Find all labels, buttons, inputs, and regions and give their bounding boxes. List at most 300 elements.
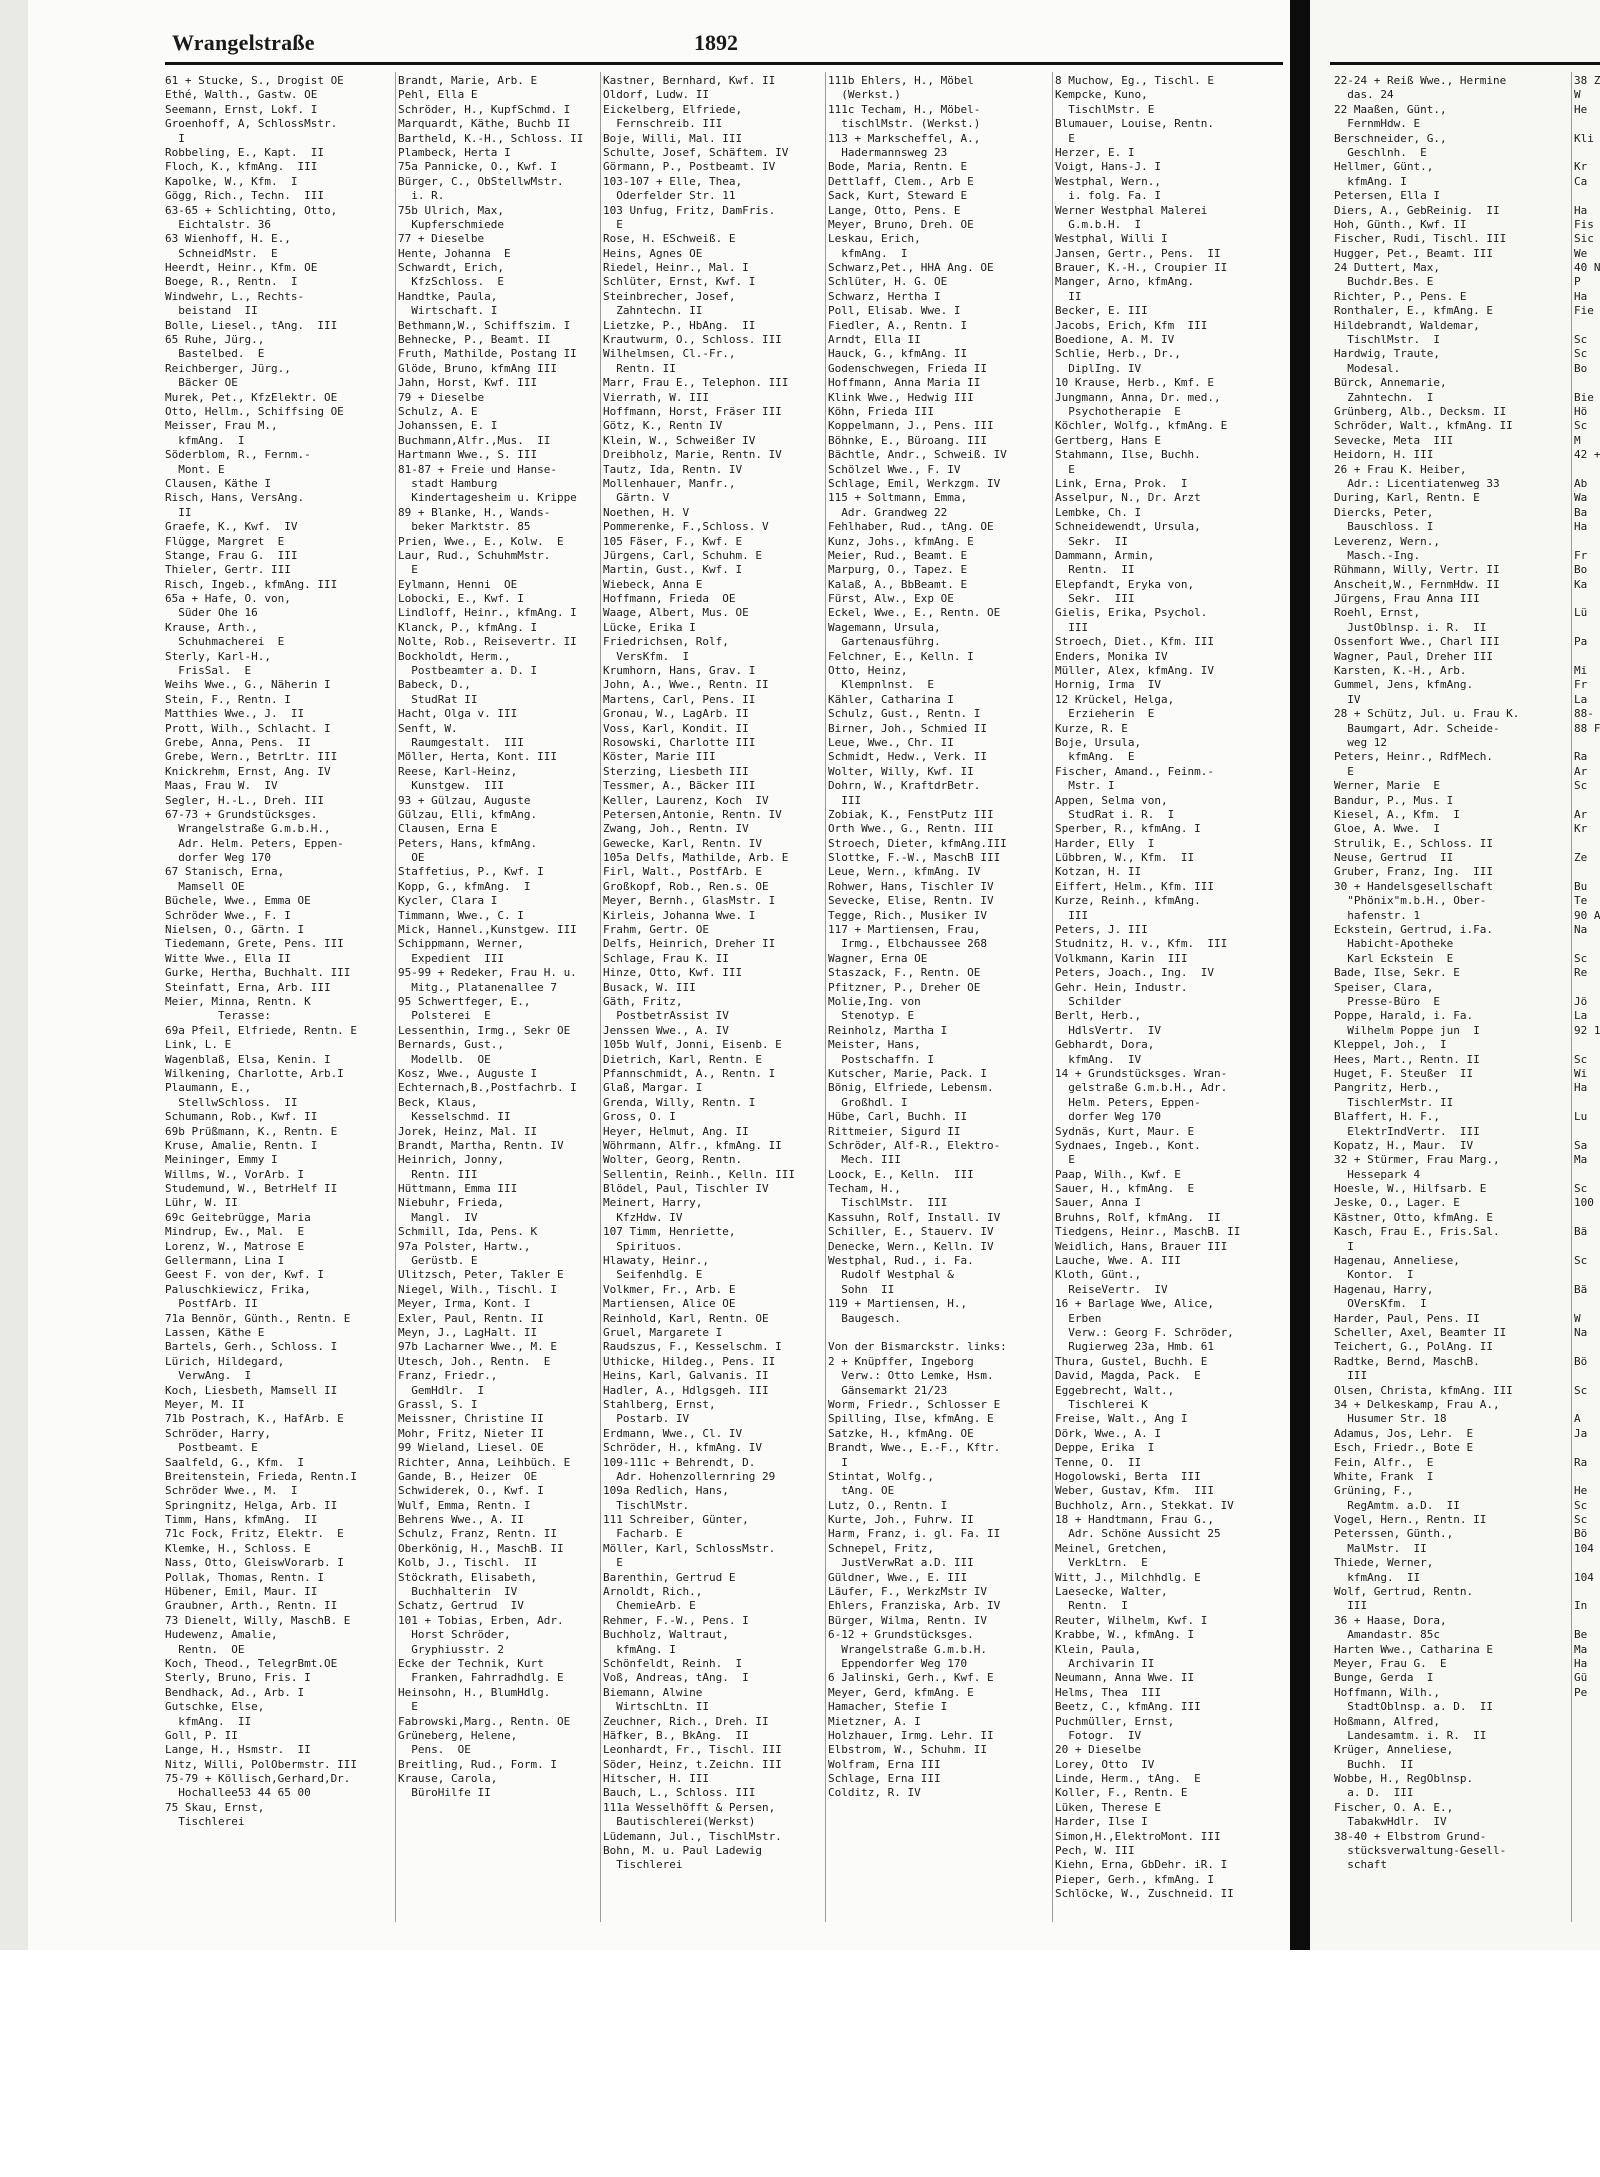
directory-entry-line: Irmg., Elbchaussee 268 <box>828 937 987 951</box>
directory-entry-line: Delfs, Heinrich, Dreher II <box>603 937 776 951</box>
directory-entry-line: Meyer, Gerd, kfmAng. E <box>828 1685 974 1699</box>
directory-entry-line: Hessepark 4 <box>1334 1167 1421 1181</box>
directory-entry-line: Sauer, H., kfmAng. E <box>1055 1182 1195 1196</box>
directory-entry-line: Schröder Wwe., F. I <box>165 908 291 922</box>
directory-entry-line: Mangl. IV <box>398 1210 478 1224</box>
directory-entry-line: Risch, Hans, VersAng. <box>165 491 305 505</box>
directory-entry-line: Adr. Schöne Aussicht 25 <box>1055 1527 1221 1541</box>
directory-entry-line: Studemund, W., BetrHelf II <box>165 1182 338 1196</box>
directory-entry-line: Neuse, Gertrud II <box>1334 851 1454 865</box>
directory-entry-line: Fein, Alfr., E <box>1334 1455 1434 1469</box>
directory-entry-line: Satzke, H., kfmAng. OE <box>828 1426 974 1440</box>
directory-entry-line: Worm, Friedr., Schlosser E <box>828 1397 1001 1411</box>
directory-entry-line <box>1574 1038 1600 1052</box>
directory-entry-line: Pommerenke, F.,Schloss. V <box>603 520 769 534</box>
directory-entry-line: Ha <box>1574 289 1588 303</box>
directory-entry-line: Expedient III <box>398 951 504 965</box>
directory-entry-line: Lorey, Otto IV <box>1055 1757 1155 1771</box>
directory-entry-line: Lutz, O., Rentn. I <box>828 1498 948 1512</box>
directory-entry-line: Fernschreib. III <box>603 117 723 131</box>
directory-entry-line: Knickrehm, Ernst, Ang. IV <box>165 764 331 778</box>
directory-entry-line: Rosowski, Charlotte III <box>603 735 756 749</box>
directory-entry-line: Steinbrecher, Josef, <box>603 289 736 303</box>
directory-entry-line: Poll, Elisab. Wwe. I <box>828 304 961 318</box>
directory-entry-line: Kassuhn, Rolf, Install. IV <box>828 1210 1001 1224</box>
directory-entry-line: Hoffmann, Frieda OE <box>603 592 736 606</box>
directory-entry-line: Meier, Rud., Beamt. E <box>828 548 968 562</box>
directory-column-3 <box>603 74 823 1914</box>
directory-entry-line: Sa <box>1574 1138 1588 1152</box>
directory-entry-line <box>1574 865 1600 879</box>
directory-entry-line: 18 + Handtmann, Frau G., <box>1055 1513 1214 1527</box>
directory-entry-line: Lassen, Käthe E <box>165 1325 265 1339</box>
directory-entry-line: Berlt, Herb., <box>1055 1009 1142 1023</box>
directory-entry-line: Läufer, F., WerkzMstr IV <box>828 1585 987 1599</box>
directory-entry-line: Kosz, Wwe., Auguste I <box>398 1066 538 1080</box>
directory-entry-line: Otto, Hellm., Schiffsing OE <box>165 404 344 418</box>
directory-entry-line: JustVerwRat a.D. III <box>828 1556 974 1570</box>
column-divider <box>1052 72 1053 1922</box>
directory-entry-line: TischlMstr. E <box>1055 102 1155 116</box>
directory-entry-line: Schwarz,Pet., HHA Ang. OE <box>828 261 994 275</box>
directory-entry-line: Boje, Ursula, <box>1055 735 1142 749</box>
directory-entry-line: Harder, Ilse I <box>1055 1815 1148 1829</box>
directory-entry-line: Kirleis, Johanna Wwe. I <box>603 908 756 922</box>
directory-entry-line <box>1574 1470 1600 1484</box>
directory-entry-line: Rugierweg 23a, Hmb. 61 <box>1055 1340 1214 1354</box>
directory-entry-line: Ha <box>1574 203 1588 217</box>
directory-entry-line <box>1574 189 1600 203</box>
directory-entry-line: Bürger, C., ObStellwMstr. <box>398 174 564 188</box>
directory-entry-line: Hardwig, Traute, <box>1334 347 1440 361</box>
directory-entry-line: Ronthaler, E., kfmAng. E <box>1334 304 1493 318</box>
directory-entry-line: Amandastr. 85c <box>1334 1628 1440 1642</box>
directory-entry-line: 26 + Frau K. Heiber, <box>1334 462 1467 476</box>
directory-entry-line <box>1574 1441 1600 1455</box>
directory-entry-line: Sic <box>1574 232 1594 246</box>
directory-entry-line: Matthies Wwe., J. II <box>165 707 305 721</box>
directory-entry-line: Schlüter, H. G. OE <box>828 275 948 289</box>
directory-entry-line: Enders, Monika IV <box>1055 649 1168 663</box>
directory-entry-line: Arnoldt, Rich., <box>603 1585 703 1599</box>
directory-entry-line: Eickelberg, Elfriede, <box>603 102 743 116</box>
directory-entry-line: Behrens Wwe., A. II <box>398 1513 524 1527</box>
directory-entry-line: E <box>603 1556 623 1570</box>
directory-entry-line: Reinholz, Martha I <box>828 1023 948 1037</box>
directory-entry-line: II <box>165 505 192 519</box>
directory-entry-line: Krautwurm, O., Schloss. III <box>603 333 782 347</box>
directory-entry-line: II <box>1055 289 1082 303</box>
directory-entry-line: Loock, E., Kelln. III <box>828 1167 974 1181</box>
directory-entry-line: Schneidewendt, Ursula, <box>1055 520 1201 534</box>
directory-entry-line: Presse-Büro E <box>1334 995 1440 1008</box>
directory-entry-line: Sc <box>1574 419 1588 433</box>
directory-entry-line: Fischer, Amand., Feinm.- <box>1055 764 1214 778</box>
directory-entry-line: White, Frank I <box>1334 1469 1434 1483</box>
directory-entry-line: Thiede, Werner, <box>1334 1556 1434 1570</box>
directory-entry-line: Plambeck, Herta I <box>398 145 511 159</box>
directory-entry-line: kfmAng. II <box>1334 1570 1421 1584</box>
directory-entry-line: Schmidt, Hedw., Verk. II <box>828 750 987 764</box>
directory-entry-line: Sack, Kurt, Steward E <box>828 189 968 203</box>
directory-entry-line: Hugger, Pet., Beamt. III <box>1334 246 1493 260</box>
directory-entry-line: Schröder, Walt., kfmAng. II <box>1334 419 1513 433</box>
directory-entry-line: HdlsVertr. IV <box>1055 1023 1161 1037</box>
directory-entry-line: Tiedemann, Grete, Pens. III <box>165 937 344 951</box>
directory-entry-line: Blaffert, H. F., <box>1334 1110 1440 1124</box>
directory-entry-line: Kopatz, H., Maur. IV <box>1334 1138 1474 1152</box>
page-title: Wrangelstraße <box>172 30 315 55</box>
directory-entry-line: Heyer, Helmut, Ang. II <box>603 1124 749 1138</box>
directory-entry-line: Rose, H. ESchweiß. E <box>603 232 736 246</box>
directory-entry-line: Risch, Ingeb., kfmAng. III <box>165 577 338 591</box>
directory-entry-line: Diers, A., GebReinig. II <box>1334 203 1500 217</box>
directory-entry-line: Hente, Johanna E <box>398 246 511 260</box>
directory-entry-line: 6 Jalinski, Gerh., Kwf. E <box>828 1671 994 1685</box>
directory-entry-line: Volkmann, Karin III <box>1055 951 1188 965</box>
directory-entry-line: Wrangelstraße G.m.b.H., <box>165 822 331 836</box>
directory-entry-line: Spilling, Ilse, kfmAng. E <box>828 1412 994 1426</box>
directory-entry-line: Neumann, Anna Wwe. II <box>1055 1671 1195 1685</box>
directory-entry-line: Dohrn, W., KraftdrBetr. <box>828 779 981 793</box>
directory-entry-line: Gross, O. I <box>603 1110 676 1124</box>
directory-entry-line: Tegge, Rich., Musiker IV <box>828 908 987 922</box>
directory-entry-line: Petersen, Ella I <box>1334 189 1440 203</box>
directory-entry-line: Orth Wwe., G., Rentn. III <box>828 822 994 836</box>
directory-entry-line: Eiffert, Helm., Kfm. III <box>1055 879 1214 893</box>
directory-entry-line: 111c Techam, H., Möbel- <box>828 102 981 116</box>
directory-entry-line: Windwehr, L., Rechts- <box>165 289 305 303</box>
directory-entry-line <box>1574 463 1600 477</box>
directory-entry-line: Tessmer, A., Bäcker III <box>603 779 756 793</box>
directory-entry-line: Colditz, R. IV <box>828 1786 921 1800</box>
directory-entry-line: 93 + Gülzau, Auguste <box>398 793 531 807</box>
directory-entry-line: La <box>1574 692 1588 706</box>
directory-entry-line: DiplIng. IV <box>1055 361 1142 375</box>
directory-entry-line: Otto, Heinz, <box>828 664 908 678</box>
directory-entry-line: Tautz, Ida, Rentn. IV <box>603 462 743 476</box>
directory-entry-line: Bu <box>1574 879 1588 893</box>
directory-entry-line: Von der Bismarckstr. links: <box>828 1340 1007 1354</box>
directory-entry-line: Leonhardt, Fr., Tischl. III <box>603 1743 782 1757</box>
directory-entry-line: Mi <box>1574 664 1588 678</box>
directory-entry-line: Kontor. I <box>1334 1268 1414 1282</box>
directory-entry-line: Sevecke, Elise, Rentn. IV <box>828 894 994 908</box>
directory-entry-line: Busack, W. III <box>603 980 696 994</box>
directory-entry-line <box>1574 1614 1600 1628</box>
directory-column-1 <box>165 74 393 1914</box>
directory-entry-line: Hornig, Irma IV <box>1055 678 1161 692</box>
directory-entry-line: Bartheld, K.-H., Schloss. II <box>398 131 584 145</box>
directory-entry-line: Postbeamt. E <box>165 1441 258 1455</box>
directory-entry-line: Na <box>1574 923 1588 937</box>
directory-entry-line: Lu <box>1574 1110 1588 1124</box>
directory-entry-line: kfmAng. I <box>1334 174 1407 188</box>
directory-entry-line: Gögg, Rich., Techn. III <box>165 189 324 203</box>
directory-entry-line: Niegel, Wilh., Tischl. I <box>398 1282 557 1296</box>
directory-entry-line: Kastner, Bernhard, Kwf. II <box>603 74 776 87</box>
directory-entry-line: 101 + Tobias, Erben, Adr. <box>398 1613 564 1627</box>
directory-entry-line: Oderfelder Str. 11 <box>603 189 736 203</box>
directory-entry-line: Polsterei E <box>398 1009 491 1023</box>
directory-entry-line: Kiehn, Erna, GbDehr. iR. I <box>1055 1858 1228 1872</box>
directory-entry-line: Wilhelm Poppe jun I <box>1334 1023 1480 1037</box>
directory-entry-line: Schilder <box>1055 995 1122 1008</box>
directory-entry-line: Zahntechn. II <box>603 304 703 318</box>
directory-entry-line: Ca <box>1574 174 1588 188</box>
directory-entry-line: TabakwHdlr. IV <box>1334 1815 1447 1829</box>
directory-entry-line: Hagenau, Harry, <box>1334 1282 1434 1296</box>
directory-entry-line: Buchdr.Bes. E <box>1334 275 1434 289</box>
directory-entry-line: E <box>1055 131 1075 145</box>
directory-entry-line: 99 Wieland, Liesel. OE <box>398 1441 544 1455</box>
directory-entry-line <box>1574 1211 1600 1225</box>
directory-entry-line: Link, L. E <box>165 1038 232 1052</box>
directory-entry-line: 22 Maaßen, Günt., <box>1334 102 1447 116</box>
directory-entry-line: Eppendorfer Weg 170 <box>828 1656 968 1670</box>
directory-entry-line: E <box>1055 1153 1075 1167</box>
directory-entry-line: W <box>1574 88 1581 102</box>
directory-entry-line: Godenschwegen, Frieda II <box>828 361 987 375</box>
directory-entry-line: Peters, Joach., Ing. IV <box>1055 966 1214 980</box>
directory-entry-line: Meissner, Christine II <box>398 1412 544 1426</box>
directory-entry-line <box>1574 1340 1600 1354</box>
directory-entry-line: Schiller, E., Stauerv. IV <box>828 1225 994 1239</box>
directory-entry-line: Pollak, Thomas, Rentn. I <box>165 1570 324 1584</box>
directory-entry-line: Helms, Thea III <box>1055 1685 1161 1699</box>
directory-entry-line: A <box>1574 1412 1581 1426</box>
directory-entry-line: Kli <box>1574 131 1594 145</box>
directory-entry-line: 10 Krause, Herb., Kmf. E <box>1055 376 1214 390</box>
directory-entry-line: Mollenhauer, Manfr., <box>603 476 736 490</box>
directory-entry-line: Hoffmann, Wilh., <box>1334 1685 1440 1699</box>
directory-entry-line: i. folg. Fa. I <box>1055 189 1161 203</box>
directory-entry-line: Schatz, Gertrud IV <box>398 1599 524 1613</box>
directory-entry-line: Ba <box>1574 505 1588 519</box>
directory-entry-line: Wagenblaß, Elsa, Kenin. I <box>165 1052 331 1066</box>
directory-entry-line: Schwarz, Hertha I <box>828 289 941 303</box>
directory-entry-line: Großkopf, Rob., Ren.s. OE <box>603 879 769 893</box>
directory-entry-line: Heinsohn, H., BlumHdlg. <box>398 1685 551 1699</box>
directory-entry-line: Meyer, Irma, Kont. I <box>398 1297 531 1311</box>
directory-entry-line: Wobbe, H., RegOblnsp. <box>1334 1772 1474 1786</box>
directory-entry-line: Bürck, Annemarie, <box>1334 376 1447 390</box>
directory-entry-line: StadtOblnsp. a. D. II <box>1334 1700 1493 1714</box>
directory-entry-line: Grebe, Anna, Pens. II <box>165 735 311 749</box>
page-margin-left <box>0 0 28 1950</box>
directory-entry-line: Koller, F., Rentn. E <box>1055 1786 1188 1800</box>
directory-entry-line: dorfer Weg 170 <box>165 851 271 865</box>
directory-entry-line: kfmAng. IV <box>1055 1052 1142 1066</box>
directory-entry-line: Hadler, A., Hdlgsgeh. III <box>603 1383 769 1397</box>
column-divider <box>825 72 826 1922</box>
directory-entry-line <box>1574 794 1600 808</box>
directory-entry-line: ElektrIndVertr. III <box>1334 1124 1480 1138</box>
directory-entry-line: Westphal, Rud., i. Fa. <box>828 1254 974 1268</box>
directory-entry-line: Kiesel, A., Kfm. I <box>1334 807 1460 821</box>
directory-entry-line: He <box>1574 1484 1588 1498</box>
directory-entry-line: schaft <box>1334 1858 1387 1872</box>
directory-entry-line: Berschneider, G., <box>1334 131 1447 145</box>
directory-entry-line: Pieper, Gerh., kfmAng. I <box>1055 1872 1214 1886</box>
directory-entry-line: Steinfatt, Erna, Arb. III <box>165 980 331 994</box>
directory-entry-line: Lange, Otto, Pens. E <box>828 203 961 217</box>
directory-column-7-cropped <box>1574 74 1600 1914</box>
directory-entry-line: Gande, B., Heizer OE <box>398 1469 538 1483</box>
directory-entry-line: Franken, Fahrradhdlg. E <box>398 1671 564 1685</box>
directory-entry-line: Meyer, M. II <box>165 1397 245 1411</box>
directory-entry-line: Stahmann, Ilse, Buchh. <box>1055 448 1201 462</box>
directory-entry-line: Wilkening, Charlotte, Arb.I <box>165 1066 344 1080</box>
directory-entry-line: Heins, Agnes OE <box>603 246 703 260</box>
directory-entry-line: Laur, Rud., SchuhmMstr. <box>398 548 551 562</box>
directory-entry-line: Hüttmann, Emma III <box>398 1182 518 1196</box>
directory-entry-line: Brandt, Martha, Rentn. IV <box>398 1138 564 1152</box>
directory-entry-line: 65 Ruhe, Jürg., <box>165 333 265 347</box>
directory-entry-line: Hagenau, Anneliese, <box>1334 1254 1460 1268</box>
directory-entry-line: Mamsell OE <box>165 879 245 893</box>
directory-entry-line: Grünberg, Alb., Decksm. II <box>1334 404 1507 418</box>
column-divider <box>600 72 601 1922</box>
directory-entry-line: Weidlich, Hans, Brauer III <box>1055 1239 1228 1253</box>
directory-entry-line: 97b Lacharner Wwe., M. E <box>398 1340 557 1354</box>
directory-entry-line: Jungmann, Anna, Dr. med., <box>1055 390 1221 404</box>
directory-entry-line: Nass, Otto, GleiswVorarb. I <box>165 1556 344 1570</box>
directory-entry-line: Ma <box>1574 1642 1588 1656</box>
directory-entry-line: Richter, P., Pens. E <box>1334 289 1467 303</box>
directory-entry-line: TischlMstr. III <box>828 1196 948 1210</box>
directory-entry-line: Beck, Klaus, <box>398 1095 478 1109</box>
directory-entry-line: Nielsen, O., Gärtn. I <box>165 923 305 937</box>
directory-entry-line: Segler, H.-L., Dreh. III <box>165 793 324 807</box>
directory-entry-line: Erdmann, Wwe., Cl. IV <box>603 1426 743 1440</box>
directory-entry-line: Reinhold, Karl, Rentn. OE <box>603 1311 769 1325</box>
directory-entry-line: Söder, Heinz, t.Zeichn. III <box>603 1757 782 1771</box>
directory-entry-line: Köhn, Frieda III <box>828 404 934 418</box>
directory-entry-line: JustOblnsp. i. R. II <box>1334 620 1487 634</box>
directory-entry-line: Oldorf, Ludw. II <box>603 88 709 102</box>
directory-entry-line: 111 Schreiber, Günter, <box>603 1513 749 1527</box>
directory-entry-line: Glöde, Bruno, kfmAng III <box>398 361 557 375</box>
directory-entry-line: Ar <box>1574 807 1588 821</box>
directory-entry-line: Postbeamter a. D. I <box>398 664 538 678</box>
directory-entry-line: Pfitzner, P., Dreher OE <box>828 980 981 994</box>
directory-entry-line: Wagner, Paul, Dreher III <box>1334 649 1493 663</box>
directory-entry-line: Meyn, J., LagHalt. II <box>398 1325 538 1339</box>
directory-entry-line: Fabrowski,Marg., Rentn. OE <box>398 1714 571 1728</box>
directory-entry-line: 12 Krückel, Helga, <box>1055 692 1175 706</box>
directory-entry-line: Buchholz, Waltraut, <box>603 1628 729 1642</box>
directory-entry-line: Krüger, Anneliese, <box>1334 1743 1454 1757</box>
directory-entry-line: Hübe, Carl, Buchh. II <box>828 1110 968 1124</box>
directory-entry-line: Stintat, Wolfg., <box>828 1469 934 1483</box>
directory-entry-line <box>1574 981 1600 995</box>
directory-entry-line: Brauer, K.-H., Croupier II <box>1055 261 1228 275</box>
directory-entry-line: III <box>828 793 862 807</box>
directory-entry-line: Gänsemarkt 21/23 <box>828 1383 948 1397</box>
directory-entry-line: Masch.-Ing. <box>1334 548 1421 562</box>
directory-entry-line: 89 + Blanke, H., Wands- <box>398 505 551 519</box>
directory-entry-line: Ehlers, Franziska, Arb. IV <box>828 1599 1001 1613</box>
directory-entry-line: Großhdl. I <box>828 1095 908 1109</box>
directory-entry-line: Grüneberg, Helene, <box>398 1728 518 1742</box>
directory-entry-line: Kupferschmiede <box>398 217 504 231</box>
directory-entry-line: Gülzau, Elli, kfmAng. <box>398 807 538 821</box>
directory-entry-line: 95-99 + Redeker, Frau H. u. <box>398 966 577 980</box>
directory-entry-line: 32 + Stürmer, Frau Marg., <box>1334 1153 1500 1167</box>
directory-entry-line: 90 A <box>1574 908 1600 922</box>
directory-column-2 <box>398 74 598 1914</box>
directory-entry-line: Schwiderek, O., Kwf. I <box>398 1484 544 1498</box>
directory-entry-line: I <box>165 131 185 145</box>
directory-entry-line: Wöhrmann, Alfr., kfmAng. II <box>603 1138 782 1152</box>
directory-entry-line: Postarb. IV <box>603 1412 690 1426</box>
directory-entry-line: I <box>1334 1239 1354 1253</box>
directory-entry-line: Rohwer, Hans, Tischler IV <box>828 879 994 893</box>
directory-entry-line: Facharb. E <box>603 1527 683 1541</box>
directory-entry-line: 65a + Hafe, O. von, <box>165 592 291 606</box>
directory-entry-line: Harten Wwe., Catharina E <box>1334 1642 1493 1656</box>
directory-entry-line: Zwang, Joh., Rentn. IV <box>603 822 749 836</box>
directory-entry-line: Exler, Paul, Rentn. II <box>398 1311 544 1325</box>
directory-entry-line: Asselpur, N., Dr. Arzt <box>1055 491 1201 505</box>
directory-entry-line: Gebhardt, Dora, <box>1055 1038 1155 1052</box>
directory-entry-line: TischlMstr. <box>603 1498 690 1512</box>
directory-entry-line: G.m.b.H. I <box>1055 217 1142 231</box>
directory-entry-line: Witt, J., Milchhdlg. E <box>1055 1570 1201 1584</box>
directory-entry-line: Böhnke, E., Büroang. III <box>828 433 987 447</box>
directory-entry-line: Stange, Frau G. III <box>165 548 298 562</box>
directory-entry-line: Hoßmann, Alfred, <box>1334 1714 1440 1728</box>
directory-entry-line: Kloth, Günt., <box>1055 1268 1142 1282</box>
directory-entry-line: Sc <box>1574 1182 1588 1196</box>
directory-entry-line: Köster, Marie III <box>603 750 716 764</box>
directory-entry-line: StudRat i. R. I <box>1055 807 1175 821</box>
directory-entry-line <box>1574 319 1600 333</box>
directory-entry-line: a. D. III <box>1334 1786 1414 1800</box>
directory-entry-line: Sc <box>1574 779 1588 793</box>
directory-entry-line: Ka <box>1574 577 1588 591</box>
directory-entry-line: Voigt, Hans-J. I <box>1055 160 1161 174</box>
directory-entry-line: Uthicke, Hildeg., Pens. II <box>603 1354 776 1368</box>
directory-entry-line: Lühr, W. II <box>165 1196 238 1210</box>
directory-entry-line: 81-87 + Freie und Hanse- <box>398 462 557 476</box>
directory-entry-line: kfmAng. E <box>1055 750 1135 764</box>
directory-entry-line: Nolte, Rob., Reisevertr. II <box>398 635 577 649</box>
directory-entry-line: tischlMstr. (Werkst.) <box>828 117 981 131</box>
directory-entry-line: Birner, Joh., Schmied II <box>828 721 987 735</box>
directory-entry-line <box>1574 937 1600 951</box>
directory-entry-line: Gronau, W., LagArb. II <box>603 707 749 721</box>
directory-entry-line: Gärtn. V <box>603 491 670 505</box>
directory-entry-line: Floch, K., kfmAng. III <box>165 160 318 174</box>
directory-entry-line: Buchholz, Arn., Stekkat. IV <box>1055 1498 1234 1512</box>
directory-entry-line: Sc <box>1574 1383 1588 1397</box>
directory-entry-line: 36 + Haase, Dora, <box>1334 1613 1447 1627</box>
directory-entry-line: Wolfram, Erna III <box>828 1757 941 1771</box>
directory-entry-line: Lüken, Therese E <box>1055 1800 1161 1814</box>
directory-entry-line: 38-40 + Elbstrom Grund- <box>1334 1829 1487 1843</box>
directory-entry-line: Fischer, Rudi, Tischl. III <box>1334 232 1507 246</box>
page-number: 1892 <box>694 30 738 55</box>
directory-entry-line: Verw.: Otto Lemke, Hsm. <box>828 1369 994 1383</box>
directory-entry-line: (Werkst.) <box>828 88 901 102</box>
directory-entry-line: 63-65 + Schlichting, Otto, <box>165 203 338 217</box>
directory-entry-line: 61 + Stucke, S., Drogist OE <box>165 74 344 87</box>
directory-entry-line: Diercks, Peter, <box>1334 505 1434 519</box>
directory-entry-line: kfmAng. I <box>828 246 908 260</box>
directory-entry-line: Kunz, Johs., kfmAng. E <box>828 534 974 548</box>
